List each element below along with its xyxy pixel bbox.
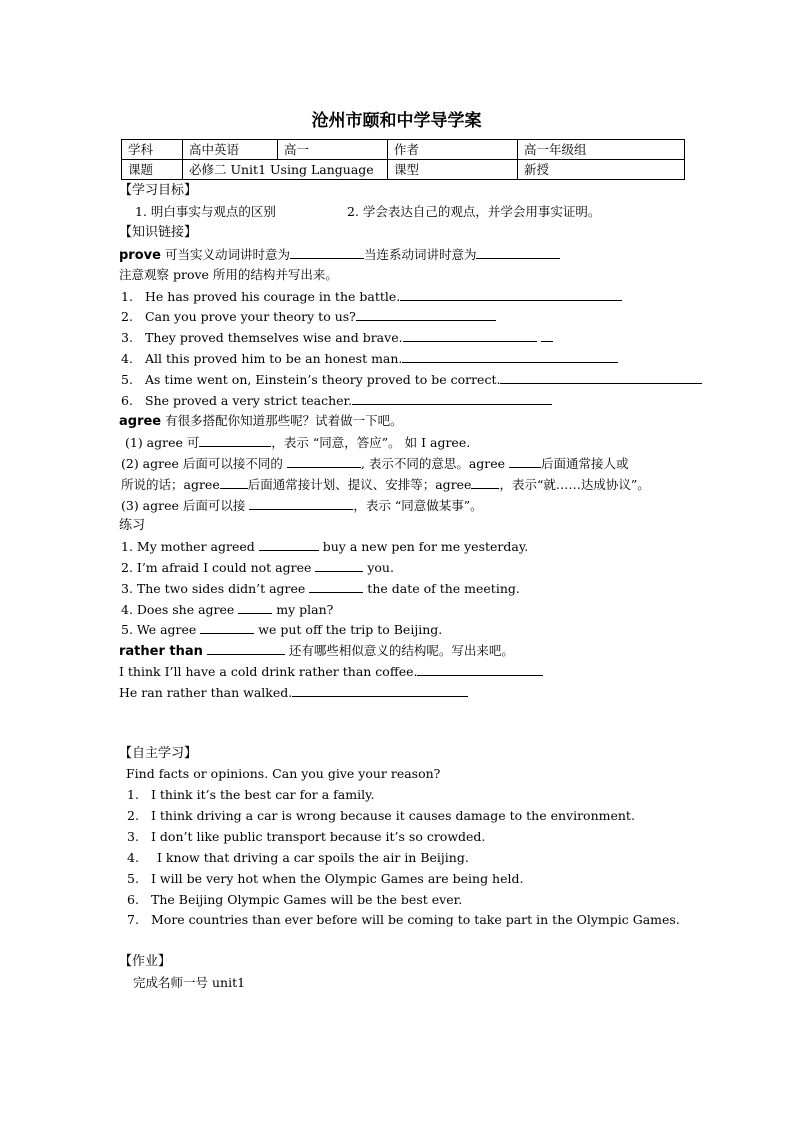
table-cell: 必修二 Unit1 Using Language (183, 160, 388, 180)
agree-item-2: (2) agree 后面可以接不同的 , 表示不同的意思。agree 后面通常接人或 (121, 453, 629, 474)
table-cell: 作者 (388, 140, 518, 160)
answer-blank[interactable] (259, 536, 319, 551)
list-item: 5. As time went on, Einstein’s theory proved to be correct. (121, 369, 702, 390)
list-item: 3. The two sides didn’t agree the date of the meeting. (121, 578, 520, 599)
list-item: 2. I’m afraid I could not agree you. (121, 557, 394, 578)
list-item: 1. I think it’s the best car for a family. (127, 787, 375, 802)
list-item: 3. They proved themselves wise and brave. (121, 327, 553, 348)
list-item: 2. I think driving a car is wrong because it causes damage to the environment. (127, 808, 635, 823)
table-cell: 课题 (122, 160, 183, 180)
list-item: 4. All this proved him to be an honest man. (121, 348, 618, 369)
answer-blank[interactable] (207, 640, 285, 655)
list-item: 4. Does she agree my plan? (121, 599, 333, 620)
answer-blank[interactable] (417, 661, 543, 676)
list-item: 5. I will be very hot when the Olympic Games are being held. (127, 871, 524, 886)
answer-blank[interactable] (400, 286, 622, 301)
list-item: 3. I don’t like public transport because it’s so crowded. (127, 829, 486, 844)
agree-item-2-cont: 所说的话；agree 后面通常接计划、提议、安排等；agree ，表示“就……达成协议”。 (121, 474, 650, 495)
prove-line-b: 当连系动词讲时意为 (363, 247, 477, 262)
table-cell: 高一年级组 (518, 140, 685, 160)
answer-blank[interactable] (471, 474, 499, 489)
goals-heading: 【学习目标】 (119, 183, 198, 198)
answer-blank[interactable] (356, 306, 496, 321)
list-item: 5. We agree we put off the trip to Beijing. (121, 619, 442, 640)
list-item: 1. He has proved his courage in the battle. (121, 286, 622, 307)
list-item: 2. Can you prove your theory to us? (121, 306, 496, 327)
rather-line: rather than 还有哪些相似意义的结构呢。写出来吧。 (119, 640, 514, 662)
goal-item-1: 1. 明白事实与观点的区别 (135, 204, 276, 219)
answer-blank[interactable] (220, 474, 248, 489)
list-item: 6. She proved a very strict teacher. (121, 390, 552, 411)
list-item: I think I’ll have a cold drink rather than coffee. (119, 661, 543, 682)
goal-item-2: 2. 学会表达自己的观点，并学会用事实证明。 (347, 204, 601, 219)
homework-text: 完成名师一号 unit1 (133, 975, 246, 990)
table-cell: 新授 (518, 160, 685, 180)
answer-blank[interactable] (403, 327, 537, 342)
answer-blank[interactable] (509, 453, 541, 468)
self-study-heading: 【自主学习】 (119, 746, 198, 761)
prove-line (119, 244, 560, 266)
table-cell: 课型 (388, 160, 518, 180)
answer-blank[interactable] (292, 682, 468, 697)
answer-blank[interactable] (402, 348, 618, 363)
prove-line-a: 可当实义动词讲时意为 (164, 247, 290, 262)
answer-blank[interactable] (238, 599, 272, 614)
answer-blank[interactable] (199, 432, 271, 447)
list-item: 7. More countries than ever before will be coming to take part in the Olympic Games. (127, 912, 680, 927)
answer-blank[interactable] (290, 244, 364, 259)
list-item: 1. My mother agreed buy a new pen for me yesterday. (121, 536, 528, 557)
answer-blank[interactable] (476, 244, 560, 259)
agree-intro-line: agree 有很多搭配你知道那些呢？试着做一下吧。 (119, 413, 403, 429)
prove-note: 注意观察 prove 所用的结构并写出来。 (119, 267, 338, 282)
table-cell: 高一 (278, 140, 388, 160)
agree-word: agree (119, 414, 162, 429)
prove-word: prove (119, 248, 161, 263)
agree-item-3: (3) agree 后面可以接 ，表示 “同意做某事”。 (121, 495, 483, 516)
agree-item-1: (1) agree 可 ，表示 “同意，答应”。 如 I agree. (125, 432, 470, 453)
knowledge-heading: 【知识链接】 (119, 225, 198, 240)
answer-blank[interactable] (541, 327, 553, 342)
answer-blank[interactable] (200, 619, 254, 634)
answer-blank[interactable] (352, 390, 552, 405)
answer-blank[interactable] (315, 557, 363, 572)
info-table (121, 139, 685, 180)
table-row (122, 140, 685, 160)
list-item: 6. The Beijing Olympic Games will be the best ever. (127, 892, 463, 907)
self-study-intro: Find facts or opinions. Can you give your reason? (126, 766, 441, 781)
answer-blank[interactable] (287, 453, 361, 468)
list-item: 4. I know that driving a car spoils the air in Beijing. (127, 850, 469, 865)
answer-blank[interactable] (500, 369, 702, 384)
answer-blank[interactable] (309, 578, 363, 593)
list-item: He ran rather than walked. (119, 682, 468, 703)
answer-blank[interactable] (249, 495, 353, 510)
practice-heading: 练习 (119, 518, 146, 533)
page-title: 沧州市颐和中学导学案 (311, 111, 482, 131)
table-cell: 学科 (122, 140, 183, 160)
rather-word: rather than (119, 644, 203, 659)
table-row (122, 160, 685, 180)
homework-heading: 【作业】 (119, 954, 172, 969)
table-cell: 高中英语 (183, 140, 278, 160)
